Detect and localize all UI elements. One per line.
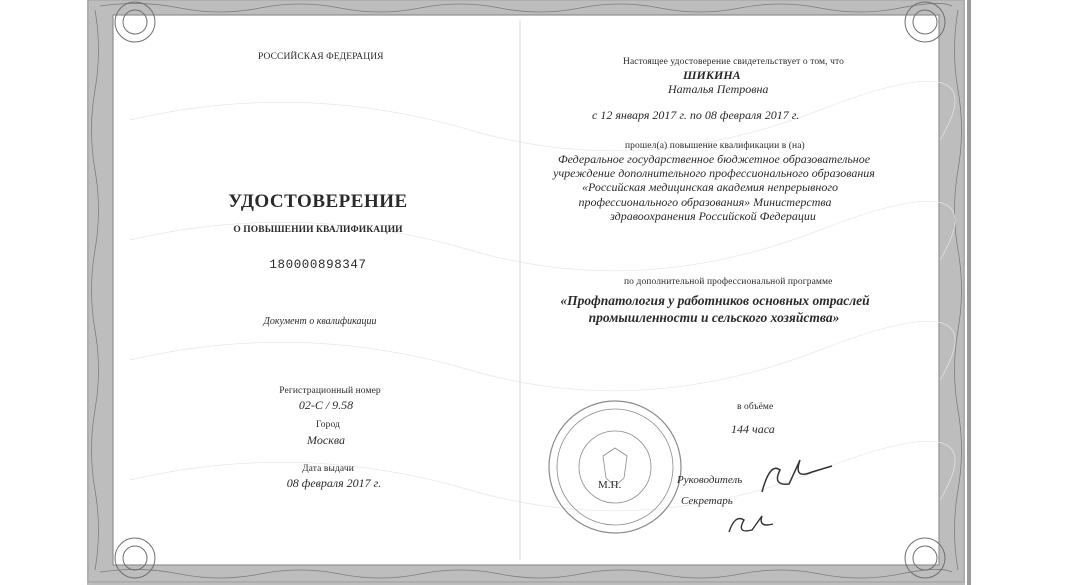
issue-date-label: Дата выдачи [302, 464, 354, 474]
stamp-label: М.П. [598, 479, 622, 491]
program-line: промышленности и сельского хозяйства» [588, 310, 840, 325]
volume-value: 144 часа [731, 422, 775, 436]
head-label: Руководитель [677, 474, 743, 486]
program-line: «Профпатология у работников основных отраслей [560, 293, 870, 308]
institution-line: Федеральное государственное бюджетное образовательное [557, 152, 871, 166]
program-label: по дополнительной профессиональной программе [624, 277, 833, 287]
doc-subtitle: О ПОВЫШЕНИИ КВАЛИФИКАЦИИ [233, 225, 403, 235]
reg-number: 02-С / 9.58 [298, 398, 354, 412]
secretary-label: Секретарь [681, 495, 733, 507]
reg-number-label: Регистрационный номер [279, 386, 381, 396]
doc-type: Документ о квалификации [263, 316, 377, 327]
city: Москва [307, 433, 345, 447]
city-label: Город [316, 420, 340, 430]
official-seal [549, 401, 681, 533]
passed-label: прошел(а) повышение квалификации в (на) [625, 141, 805, 151]
institution-line: учреждение дополнительного профессионального образования [553, 166, 875, 180]
country-label: РОССИЙСКАЯ ФЕДЕРАЦИЯ [258, 52, 384, 62]
doc-title: УДОСТОВЕРЕНИЕ [228, 191, 408, 212]
holder-surname: ШИКИНА [683, 68, 741, 82]
study-period: с 12 января 2017 г. по 08 февраля 2017 г. [592, 108, 800, 122]
serial-number: 180000898347 [269, 258, 367, 272]
issue-date: 08 февраля 2017 г. [286, 476, 382, 490]
institution-line: профессионального образования» Министерства [578, 195, 832, 209]
volume-label: в объёме [737, 402, 774, 412]
intro-text: Настоящее удостоверение свидетельствует о том, что [623, 57, 844, 67]
head-signature [762, 460, 832, 492]
holder-name: Наталья Петровна [668, 82, 769, 96]
scan-edge [967, 0, 971, 585]
secretary-signature [729, 516, 773, 532]
institution-line: здравоохранения Российской Федерации [610, 209, 816, 223]
institution-line: «Российская медицинская академия непрерывного [581, 180, 839, 194]
